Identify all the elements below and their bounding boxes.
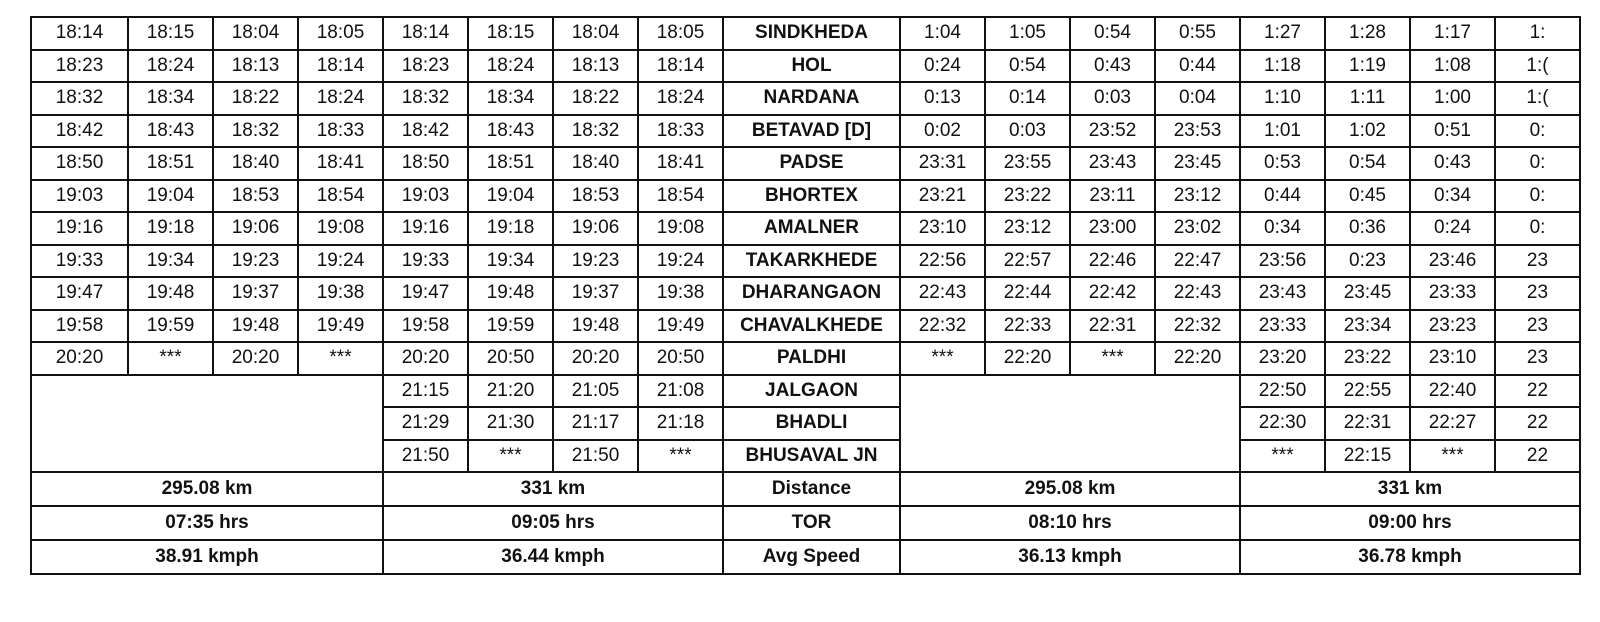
time-cell: 20:20 [31,342,128,375]
summary-value: 331 km [1240,472,1580,506]
time-cell: 1:08 [1410,50,1495,83]
time-cell: 1:05 [985,17,1070,50]
time-cell: 0:45 [1325,180,1410,213]
time-cell: 18:53 [213,180,298,213]
time-cell: 19:59 [128,310,213,343]
time-cell: 0:14 [985,82,1070,115]
summary-label: Avg Speed [723,540,900,574]
time-cell: 18:32 [31,82,128,115]
time-cell: 23:56 [1240,245,1325,278]
time-cell: 19:16 [31,212,128,245]
time-cell: 18:04 [553,17,638,50]
time-cell: 22:47 [1155,245,1240,278]
time-cell: 23:23 [1410,310,1495,343]
time-cell: 23:21 [900,180,985,213]
time-cell: 18:33 [298,115,383,148]
time-cell: 1:28 [1325,17,1410,50]
station-name: PADSE [723,147,900,180]
time-cell: 19:03 [31,180,128,213]
time-cell: 18:14 [383,17,468,50]
station-name: PALDHI [723,342,900,375]
time-cell: 19:58 [383,310,468,343]
time-cell: 0:54 [1070,17,1155,50]
time-cell: 18:43 [128,115,213,148]
time-cell: 22:33 [985,310,1070,343]
time-cell: 19:48 [213,310,298,343]
time-cell: 23:45 [1325,277,1410,310]
time-cell: 22:44 [985,277,1070,310]
time-cell: 1:04 [900,17,985,50]
time-cell: 19:48 [553,310,638,343]
time-cell: 22:20 [1155,342,1240,375]
time-cell: 18:24 [128,50,213,83]
summary-value: 295.08 km [900,472,1240,506]
time-cell: 23:22 [985,180,1070,213]
time-cell: 19:23 [213,245,298,278]
time-cell: 21:05 [553,375,638,408]
time-cell: 18:34 [468,82,553,115]
time-cell: 18:51 [468,147,553,180]
time-cell: 22:46 [1070,245,1155,278]
summary-row [31,472,1580,506]
time-cell: 23:22 [1325,342,1410,375]
time-cell: 22:31 [1070,310,1155,343]
time-cell: 23:34 [1325,310,1410,343]
time-cell: 23:55 [985,147,1070,180]
time-cell: 18:14 [638,50,723,83]
time-cell: 18:41 [298,147,383,180]
time-cell: 22:31 [1325,407,1410,440]
time-cell: 0:36 [1325,212,1410,245]
time-cell: 18:24 [298,82,383,115]
time-cell: 18:24 [468,50,553,83]
time-cell: 19:59 [468,310,553,343]
time-cell: 19:47 [383,277,468,310]
summary-value: 09:00 hrs [1240,506,1580,540]
empty-block [31,375,383,473]
time-cell: 22:15 [1325,440,1410,473]
time-cell: 18:32 [213,115,298,148]
table-row [31,310,1580,343]
time-cell: 21:08 [638,375,723,408]
time-cell: 1:01 [1240,115,1325,148]
time-cell: 22:40 [1410,375,1495,408]
station-name: AMALNER [723,212,900,245]
time-cell: 20:20 [383,342,468,375]
time-cell: 0: [1495,115,1580,148]
time-cell: 22:20 [985,342,1070,375]
time-cell: *** [1070,342,1155,375]
time-cell: 19:48 [468,277,553,310]
time-cell: 20:50 [468,342,553,375]
time-cell: 23:12 [985,212,1070,245]
summary-row [31,540,1580,574]
time-cell: 20:20 [553,342,638,375]
time-cell: 1:02 [1325,115,1410,148]
time-cell: 19:04 [128,180,213,213]
time-cell: 18:32 [383,82,468,115]
station-name: HOL [723,50,900,83]
time-cell: 23:10 [1410,342,1495,375]
time-cell: 19:03 [383,180,468,213]
timetable-table [30,16,1581,575]
time-cell: 23:31 [900,147,985,180]
summary-value: 36.13 kmph [900,540,1240,574]
empty-block [900,375,1240,473]
time-cell: 20:50 [638,342,723,375]
time-cell: 0:34 [1410,180,1495,213]
station-name: SINDKHEDA [723,17,900,50]
time-cell: 19:49 [298,310,383,343]
time-cell: 23:02 [1155,212,1240,245]
time-cell: 0:44 [1155,50,1240,83]
time-cell: 21:50 [553,440,638,473]
time-cell: 23:46 [1410,245,1495,278]
time-cell: 1:19 [1325,50,1410,83]
time-cell: 19:06 [553,212,638,245]
time-cell: 18:50 [31,147,128,180]
timetable-sheet [30,16,1600,575]
station-name: DHARANGAON [723,277,900,310]
time-cell: 19:38 [638,277,723,310]
time-cell: 18:32 [553,115,638,148]
time-cell: 0:34 [1240,212,1325,245]
time-cell: 21:17 [553,407,638,440]
time-cell: 19:34 [468,245,553,278]
time-cell: 23 [1495,245,1580,278]
time-cell: 19:34 [128,245,213,278]
table-row [31,245,1580,278]
time-cell: 23 [1495,310,1580,343]
time-cell: 0: [1495,180,1580,213]
table-row [31,212,1580,245]
time-cell: 0:54 [1325,147,1410,180]
time-cell: 0:44 [1240,180,1325,213]
time-cell: *** [128,342,213,375]
time-cell: 1:( [1495,50,1580,83]
time-cell: 18:22 [553,82,638,115]
time-cell: 20:20 [213,342,298,375]
time-cell: 18:05 [638,17,723,50]
time-cell: 22:43 [900,277,985,310]
time-cell: 22:27 [1410,407,1495,440]
time-cell: 19:18 [128,212,213,245]
time-cell: 19:24 [298,245,383,278]
time-cell: 23 [1495,277,1580,310]
table-row [31,50,1580,83]
station-name: BHUSAVAL JN [723,440,900,473]
time-cell: 1:( [1495,82,1580,115]
time-cell: 0:51 [1410,115,1495,148]
time-cell: 22:32 [1155,310,1240,343]
time-cell: 22:57 [985,245,1070,278]
time-cell: 22:55 [1325,375,1410,408]
time-cell: 19:08 [298,212,383,245]
summary-value: 07:35 hrs [31,506,383,540]
time-cell: 23:11 [1070,180,1155,213]
time-cell: 18:15 [128,17,213,50]
time-cell: 23:12 [1155,180,1240,213]
time-cell: 0:53 [1240,147,1325,180]
time-cell: 0:43 [1410,147,1495,180]
summary-value: 09:05 hrs [383,506,723,540]
time-cell: 18:42 [31,115,128,148]
time-cell: *** [1240,440,1325,473]
time-cell: 23:43 [1240,277,1325,310]
time-cell: 18:34 [128,82,213,115]
time-cell: 18:54 [298,180,383,213]
time-cell: 19:49 [638,310,723,343]
station-name: NARDANA [723,82,900,115]
time-cell: 23:10 [900,212,985,245]
time-cell: 21:15 [383,375,468,408]
time-cell: 0:55 [1155,17,1240,50]
time-cell: 0:03 [1070,82,1155,115]
station-name: JALGAON [723,375,900,408]
time-cell: 19:33 [31,245,128,278]
summary-value: 38.91 kmph [31,540,383,574]
time-cell: 18:04 [213,17,298,50]
time-cell: 0:24 [1410,212,1495,245]
time-cell: 18:43 [468,115,553,148]
time-cell: 18:13 [553,50,638,83]
time-cell: 18:24 [638,82,723,115]
time-cell: 0:43 [1070,50,1155,83]
time-cell: 23:52 [1070,115,1155,148]
time-cell: *** [298,342,383,375]
time-cell: 19:04 [468,180,553,213]
time-cell: 18:05 [298,17,383,50]
time-cell: 19:33 [383,245,468,278]
time-cell: *** [900,342,985,375]
summary-row [31,506,1580,540]
station-name: CHAVALKHEDE [723,310,900,343]
time-cell: 22:43 [1155,277,1240,310]
time-cell: 19:48 [128,277,213,310]
table-row [31,115,1580,148]
time-cell: 22:32 [900,310,985,343]
table-row [31,375,1580,408]
time-cell: 1:18 [1240,50,1325,83]
time-cell: 18:53 [553,180,638,213]
time-cell: 18:40 [213,147,298,180]
time-cell: 22:50 [1240,375,1325,408]
time-cell: 18:13 [213,50,298,83]
time-cell: 0:23 [1325,245,1410,278]
time-cell: 0:13 [900,82,985,115]
time-cell: 18:51 [128,147,213,180]
time-cell: 21:29 [383,407,468,440]
summary-label: TOR [723,506,900,540]
time-cell: 19:16 [383,212,468,245]
summary-value: 36.78 kmph [1240,540,1580,574]
time-cell: 23:33 [1410,277,1495,310]
summary-value: 331 km [383,472,723,506]
time-cell: 19:06 [213,212,298,245]
time-cell: 18:54 [638,180,723,213]
summary-value: 36.44 kmph [383,540,723,574]
time-cell: 19:23 [553,245,638,278]
time-cell: 19:38 [298,277,383,310]
time-cell: 18:42 [383,115,468,148]
time-cell: 1:17 [1410,17,1495,50]
table-row [31,147,1580,180]
table-row [31,17,1580,50]
time-cell: 23:45 [1155,147,1240,180]
time-cell: 0:02 [900,115,985,148]
station-name: BHADLI [723,407,900,440]
station-name: TAKARKHEDE [723,245,900,278]
time-cell: 22 [1495,440,1580,473]
time-cell: 23:53 [1155,115,1240,148]
time-cell: 23 [1495,342,1580,375]
time-cell: 18:15 [468,17,553,50]
time-cell: 23:43 [1070,147,1155,180]
time-cell: 21:18 [638,407,723,440]
time-cell: 0:24 [900,50,985,83]
time-cell: 19:18 [468,212,553,245]
table-row [31,180,1580,213]
table-row [31,277,1580,310]
summary-value: 08:10 hrs [900,506,1240,540]
time-cell: 18:14 [31,17,128,50]
time-cell: 22 [1495,407,1580,440]
time-cell: *** [638,440,723,473]
time-cell: 23:00 [1070,212,1155,245]
time-cell: 1:10 [1240,82,1325,115]
time-cell: 22:42 [1070,277,1155,310]
time-cell: 0:54 [985,50,1070,83]
time-cell: 19:08 [638,212,723,245]
time-cell: 1: [1495,17,1580,50]
time-cell: 23:33 [1240,310,1325,343]
time-cell: 18:33 [638,115,723,148]
time-cell: 18:22 [213,82,298,115]
time-cell: 18:14 [298,50,383,83]
time-cell: 22:30 [1240,407,1325,440]
time-cell: 18:40 [553,147,638,180]
time-cell: *** [1410,440,1495,473]
time-cell: 0:03 [985,115,1070,148]
time-cell: 1:00 [1410,82,1495,115]
time-cell: 0: [1495,147,1580,180]
time-cell: 18:23 [383,50,468,83]
time-cell: 0:04 [1155,82,1240,115]
time-cell: 18:41 [638,147,723,180]
time-cell: 1:11 [1325,82,1410,115]
time-cell: 0: [1495,212,1580,245]
time-cell: 21:50 [383,440,468,473]
time-cell: 18:23 [31,50,128,83]
time-cell: 23:20 [1240,342,1325,375]
time-cell: 19:24 [638,245,723,278]
time-cell: 21:30 [468,407,553,440]
time-cell: 19:37 [553,277,638,310]
table-row [31,82,1580,115]
time-cell: 18:50 [383,147,468,180]
summary-value: 295.08 km [31,472,383,506]
summary-label: Distance [723,472,900,506]
time-cell: 21:20 [468,375,553,408]
station-name: BHORTEX [723,180,900,213]
station-name: BETAVAD [D] [723,115,900,148]
time-cell: 22:56 [900,245,985,278]
time-cell: 19:37 [213,277,298,310]
table-row [31,342,1580,375]
time-cell: 22 [1495,375,1580,408]
time-cell: 1:27 [1240,17,1325,50]
time-cell: 19:58 [31,310,128,343]
time-cell: 19:47 [31,277,128,310]
time-cell: *** [468,440,553,473]
